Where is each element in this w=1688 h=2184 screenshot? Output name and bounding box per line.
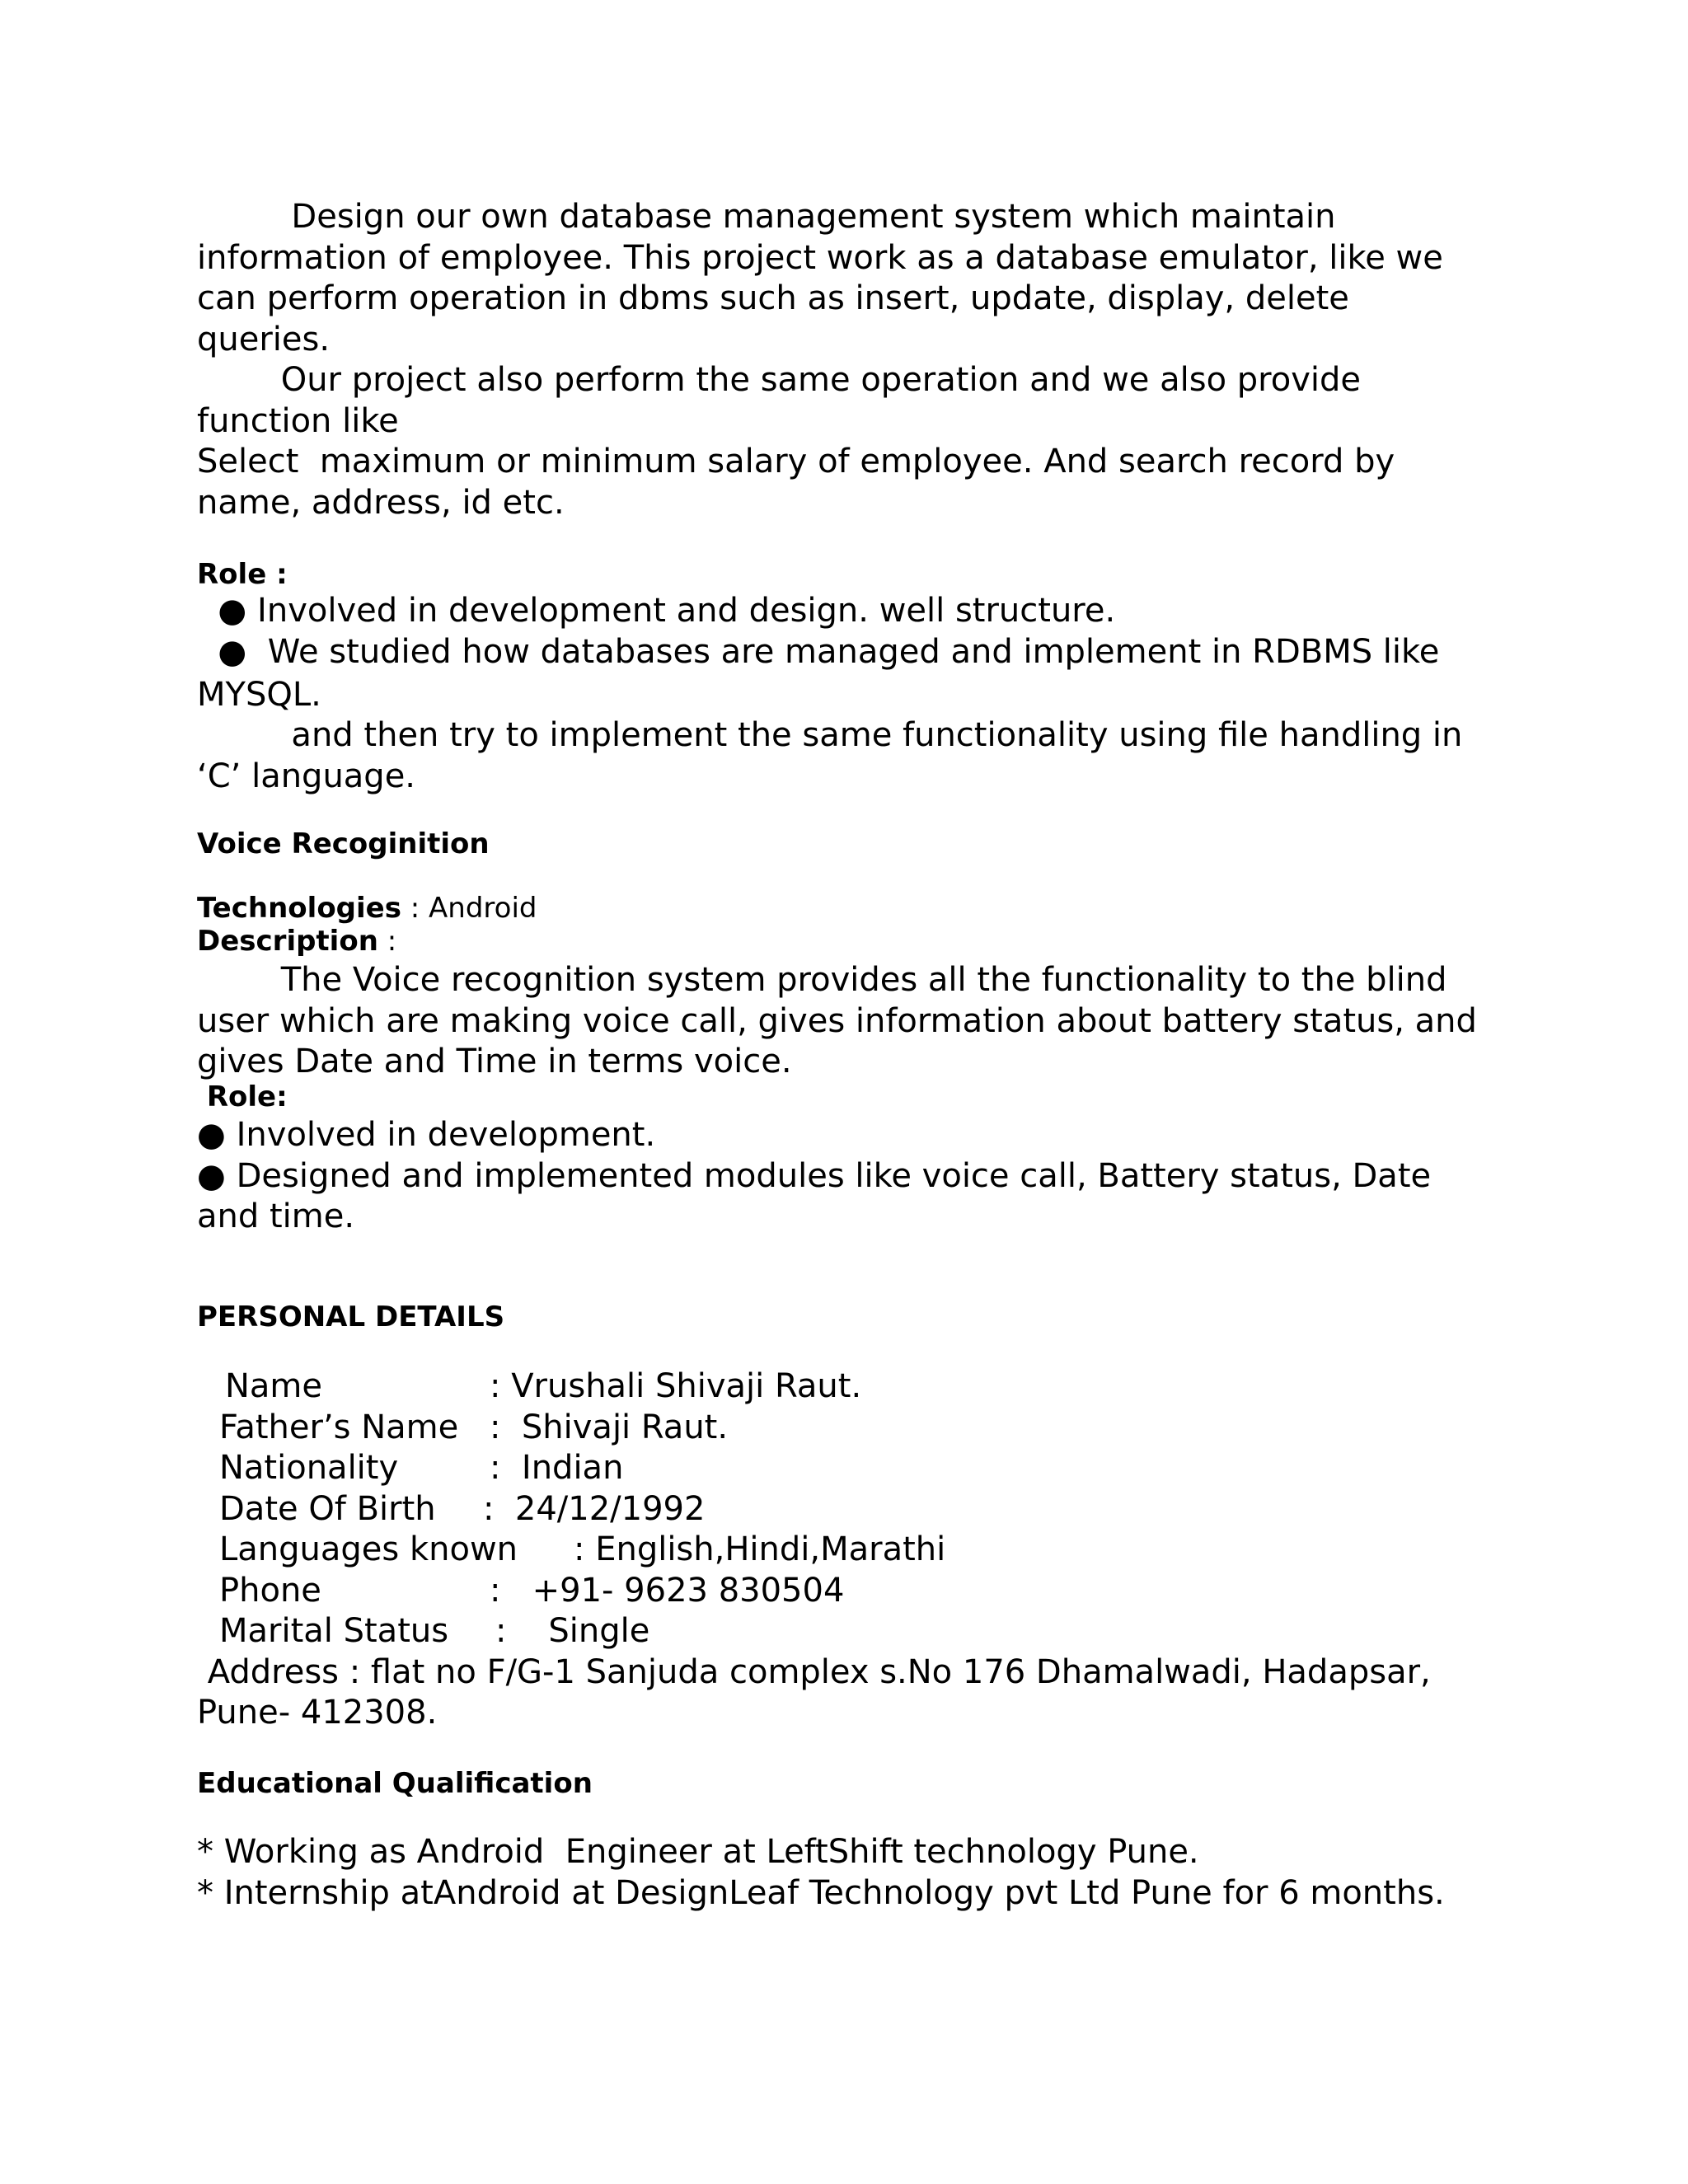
personal-marital-value: : Single: [495, 1612, 650, 1650]
project-description-line: function like: [197, 402, 399, 440]
description-separator: :: [377, 925, 397, 958]
voice-description-line: user which are making voice call, gives information about battery status, and: [197, 1002, 1477, 1040]
project-role-heading: Role :: [197, 558, 288, 591]
voice-description-line: The Voice recognition system provides all the functionality to the blind: [197, 961, 1447, 999]
voice-description-label-row: [197, 924, 396, 958]
personal-address-line: Pune- 412308.: [197, 1694, 438, 1732]
personal-heading: PERSONAL DETAILS: [197, 1301, 505, 1333]
project-description-line: can perform operation in dbms such as insert, update, display, delete: [197, 279, 1349, 317]
project-role-line: and then try to implement the same functionality using file handling in: [197, 716, 1463, 754]
description-label: Description: [197, 925, 378, 958]
technologies-value: : Android: [401, 892, 537, 925]
project-description-line: Select maximum or minimum salary of employee. And search record by: [197, 443, 1395, 480]
voice-description-line: gives Date and Time in terms voice.: [197, 1043, 792, 1080]
personal-name-value: : Vrushali Shivaji Raut.: [490, 1367, 862, 1405]
personal-languages-value: : English,Hindi,Marathi: [574, 1530, 946, 1568]
project-role-line: ● We studied how databases are managed and implement in RDBMS like: [197, 633, 1440, 671]
personal-languages-label: Languages known: [219, 1530, 518, 1568]
project-description-line: queries.: [197, 321, 331, 359]
voice-title: Voice Recoginition: [197, 827, 490, 860]
personal-father-label: Father’s Name: [219, 1408, 459, 1446]
personal-father-value: : Shivaji Raut.: [490, 1408, 729, 1446]
project-role-line: ‘C’ language.: [197, 757, 416, 795]
project-description-line: Our project also perform the same operation and we also provide: [197, 361, 1361, 399]
voice-role-line: and time.: [197, 1197, 355, 1235]
personal-name-label: Name: [225, 1367, 323, 1405]
project-role-line: MYSQL.: [197, 676, 321, 714]
technologies-label: Technologies: [197, 892, 401, 925]
voice-technologies: [197, 891, 537, 926]
education-item: * Working as Android Engineer at LeftShift technology Pune.: [197, 1833, 1199, 1871]
education-item: * Internship atAndroid at DesignLeaf Technology pvt Ltd Pune for 6 months.: [197, 1874, 1445, 1912]
education-heading: Educational Qualification: [197, 1767, 593, 1800]
voice-role-line: ● Designed and implemented modules like voice call, Battery status, Date: [197, 1157, 1432, 1195]
project-description-line: name, address, id etc.: [197, 484, 565, 522]
project-description-line: information of employee. This project work as a database emulator, like we: [197, 239, 1443, 277]
personal-phone-label: Phone: [219, 1572, 321, 1610]
project-description-line: Design our own database management system which maintain: [197, 198, 1336, 236]
personal-dob-value: : 24/12/1992: [483, 1490, 706, 1528]
voice-role-heading: Role:: [197, 1080, 288, 1113]
voice-role-line: ● Involved in development.: [197, 1116, 656, 1154]
personal-dob-label: Date Of Birth: [219, 1490, 436, 1528]
personal-marital-label: Marital Status: [219, 1612, 449, 1650]
personal-phone-value: : +91- 9623 830504: [490, 1572, 845, 1610]
project-role-line: ● Involved in development and design. well structure.: [197, 592, 1116, 630]
personal-address-line: Address : flat no F/G-1 Sanjuda complex s.No 176 Dhamalwadi, Hadapsar,: [197, 1653, 1431, 1691]
personal-nationality-label: Nationality: [219, 1449, 399, 1487]
personal-nationality-value: : Indian: [490, 1449, 624, 1487]
